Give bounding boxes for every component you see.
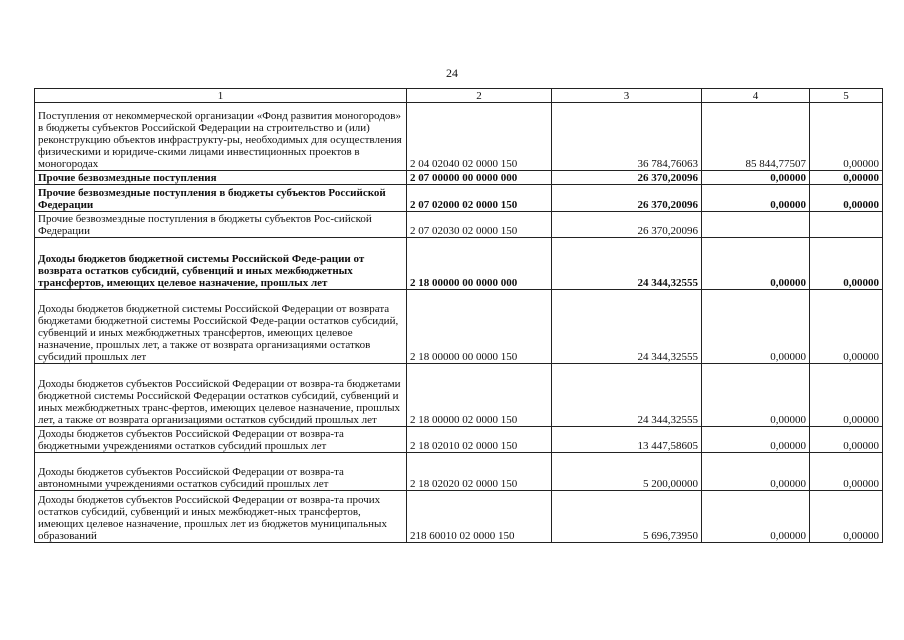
row-name-cell: Доходы бюджетов субъектов Российской Федерации от возвра-та прочих остатков субсидий, субвенций и иных межбюджет-ных трансфертов, имеющих целевое назначение, прошлых лет из бюджетов муниципальных образований	[35, 491, 407, 543]
table-body	[35, 103, 883, 543]
row-code-cell: 2 07 00000 00 0000 000	[407, 171, 552, 185]
row-col4-value: 0,00000	[702, 185, 810, 212]
row-col5-value: 0,00000	[810, 491, 883, 543]
row-name-cell: Прочие безвозмездные поступления в бюджеты субъектов Рос-сийской Федерации	[35, 212, 407, 238]
row-name-cell: Доходы бюджетов бюджетной системы Российской Федерации от возврата бюджетами бюджетной системы Российской Феде-рации остатков субсидий, субвенций и иных межбюджетных трансфертов, имеющих целевое назначение, прошлых лет, а также от возврата организациями остатков субсидий прошлых лет	[35, 290, 407, 364]
row-name-cell: Поступления от некоммерческой организации «Фонд развития моногородов» в бюджеты субъектов Российской Федерации на строительство и (или) реконструкцию объектов инфраструкту-ры, необходимых для осуществления физическими и юридиче-скими лицами инвестиционных проектов в моногородах	[35, 103, 407, 171]
row-code-cell: 2 18 02010 02 0000 150	[407, 427, 552, 453]
row-code-cell: 218 60010 02 0000 150	[407, 491, 552, 543]
row-col3-value: 26 370,20096	[552, 171, 702, 185]
row-name-cell: Доходы бюджетов субъектов Российской Федерации от возвра-та автономными учреждениями остатков субсидий прошлых лет	[35, 453, 407, 491]
table-row	[35, 185, 883, 212]
row-col3-value: 24 344,32555	[552, 290, 702, 364]
table-row	[35, 453, 883, 491]
row-col5-value: 0,00000	[810, 427, 883, 453]
row-col4-value: 85 844,77507	[702, 103, 810, 171]
row-name-cell: Доходы бюджетов бюджетной системы Российской Феде-рации от возврата остатков субсидий, субвенций и иных межбюджетных трансфертов, имеющих целевое назначение, прошлых лет	[35, 238, 407, 290]
row-col5-value: 0,00000	[810, 364, 883, 427]
table-row	[35, 103, 883, 171]
row-code-cell: 2 18 00000 00 0000 150	[407, 290, 552, 364]
row-col3-value: 5 696,73950	[552, 491, 702, 543]
row-col4-value	[702, 212, 810, 238]
header-col-3: 3	[552, 89, 702, 103]
row-name-cell: Прочие безвозмездные поступления в бюджеты субъектов Российской Федерации	[35, 185, 407, 212]
header-col-5: 5	[810, 89, 883, 103]
row-code-cell: 2 18 00000 02 0000 150	[407, 364, 552, 427]
table-row	[35, 491, 883, 543]
table-row	[35, 238, 883, 290]
row-col4-value: 0,00000	[702, 238, 810, 290]
row-col3-value: 24 344,32555	[552, 238, 702, 290]
row-code-cell: 2 07 02030 02 0000 150	[407, 212, 552, 238]
page-number: 24	[446, 66, 458, 80]
row-col5-value: 0,00000	[810, 290, 883, 364]
table-header-row	[35, 89, 883, 103]
row-name-cell: Доходы бюджетов субъектов Российской Федерации от возвра-та бюджетами бюджетной системы Российской Федерации остатков субсидий, субвенций и иных межбюджетных транс-фертов, имеющих целевое назначение, прошлых лет, а также от возврата организациями остатков субсидий прошлых лет	[35, 364, 407, 427]
row-code-cell: 2 04 02040 02 0000 150	[407, 103, 552, 171]
header-col-1: 1	[35, 89, 407, 103]
header-col-4: 4	[702, 89, 810, 103]
row-col5-value: 0,00000	[810, 238, 883, 290]
row-col5-value: 0,00000	[810, 171, 883, 185]
row-col3-value: 13 447,58605	[552, 427, 702, 453]
row-col3-value: 36 784,76063	[552, 103, 702, 171]
row-code-cell: 2 18 00000 00 0000 000	[407, 238, 552, 290]
row-col3-value: 5 200,00000	[552, 453, 702, 491]
row-col4-value: 0,00000	[702, 491, 810, 543]
row-name-cell: Прочие безвозмездные поступления	[35, 171, 407, 185]
row-col4-value: 0,00000	[702, 171, 810, 185]
row-col4-value: 0,00000	[702, 364, 810, 427]
table-row	[35, 212, 883, 238]
row-col4-value: 0,00000	[702, 290, 810, 364]
row-col5-value	[810, 212, 883, 238]
table-row	[35, 171, 883, 185]
table-row	[35, 290, 883, 364]
table-row	[35, 427, 883, 453]
row-col3-value: 24 344,32555	[552, 364, 702, 427]
header-col-2: 2	[407, 89, 552, 103]
row-code-cell: 2 07 02000 02 0000 150	[407, 185, 552, 212]
row-code-cell: 2 18 02020 02 0000 150	[407, 453, 552, 491]
table-row	[35, 364, 883, 427]
row-col5-value: 0,00000	[810, 453, 883, 491]
row-col3-value: 26 370,20096	[552, 212, 702, 238]
row-col5-value: 0,00000	[810, 185, 883, 212]
row-col4-value: 0,00000	[702, 453, 810, 491]
row-col3-value: 26 370,20096	[552, 185, 702, 212]
row-col4-value: 0,00000	[702, 427, 810, 453]
row-col5-value: 0,00000	[810, 103, 883, 171]
row-name-cell: Доходы бюджетов субъектов Российской Федерации от возвра-та бюджетными учреждениями остатков субсидий прошлых лет	[35, 427, 407, 453]
budget-revenue-table	[34, 88, 883, 543]
